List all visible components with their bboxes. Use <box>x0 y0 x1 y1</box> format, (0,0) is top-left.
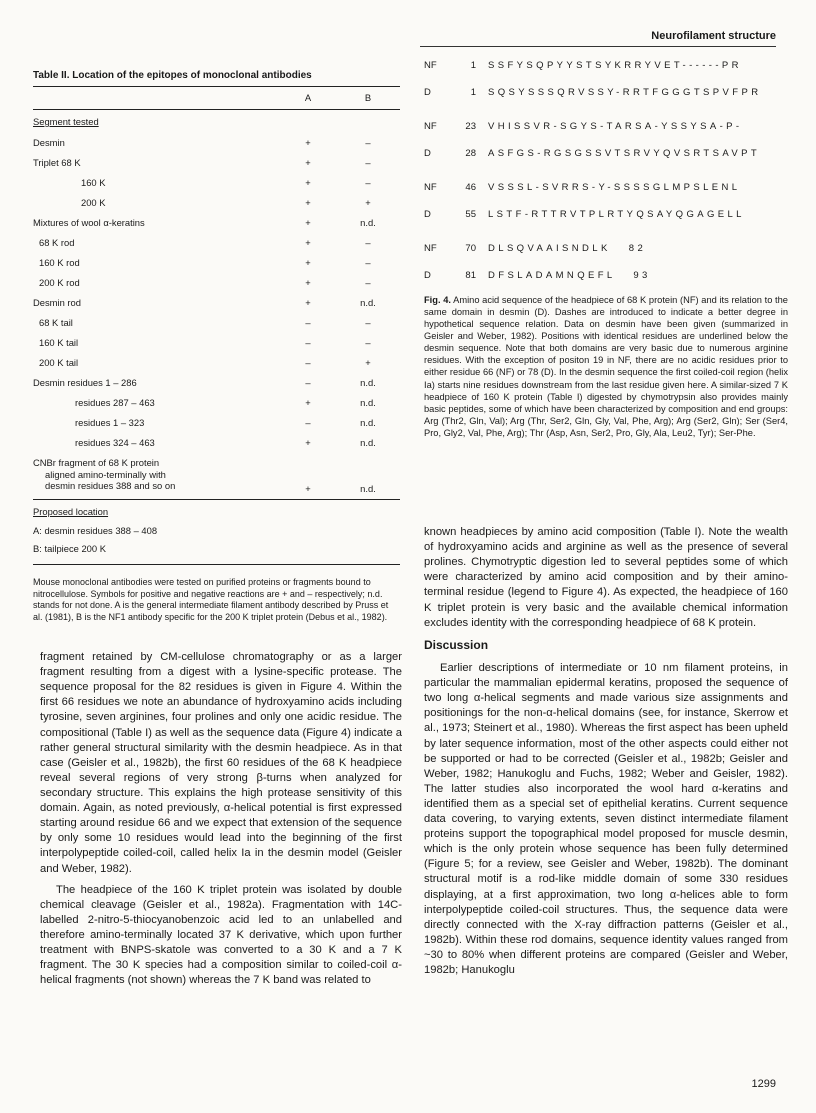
col-b-header: B <box>364 92 372 104</box>
sequence-label: D <box>424 209 431 220</box>
value-a: – <box>305 377 311 389</box>
table-title: Table II. Location of the epitopes of monoclonal antibodies <box>33 70 312 81</box>
table-row <box>33 273 400 293</box>
sequence-row-desmin <box>424 268 784 283</box>
table-row <box>33 153 400 173</box>
segment-label: residues 324 – 463 <box>75 437 155 449</box>
sequence-residues: ASFGS-RGSGSSVTSRVYQVSRTSAVPT <box>488 148 761 159</box>
segment-label: Desmin <box>33 137 65 149</box>
sequence-residues: SSFYSQPYYSTSYKRRYVET------PR <box>488 60 742 71</box>
cnbr-a: + <box>305 483 311 495</box>
table-row <box>33 173 400 193</box>
value-b: n.d. <box>360 377 376 389</box>
sequence-start-number: 55 <box>465 209 476 220</box>
sequence-label: D <box>424 87 431 98</box>
segment-label: 68 K rod <box>39 237 75 249</box>
segment-label: 160 K <box>81 177 106 189</box>
value-b: – <box>365 277 371 289</box>
sequence-row-nf <box>424 180 784 195</box>
value-a: + <box>305 257 311 269</box>
sequence-row-desmin <box>424 207 784 222</box>
value-a: + <box>305 157 311 169</box>
table-row <box>33 253 400 273</box>
table-bottom-rule <box>33 564 400 565</box>
cnbr-b: n.d. <box>360 483 376 495</box>
figure-caption <box>424 294 788 439</box>
table-ii <box>33 56 400 565</box>
segment-label: residues 1 – 323 <box>75 417 145 429</box>
value-b: – <box>365 177 371 189</box>
sequence-residues: LSTF-RTTRVTPLRTYQSAYQGAGELL <box>488 209 745 220</box>
value-b: + <box>365 357 371 369</box>
sequence-label: NF <box>424 60 437 71</box>
cnbr-line-3: desmin residues 388 and so on <box>45 479 176 491</box>
cnbr-line-2: aligned amino-terminally with <box>45 468 166 480</box>
sequence-label: D <box>424 270 431 281</box>
sequence-start-number: 1 <box>470 60 476 71</box>
sequence-residues: DFSLADAMNQEFL 93 <box>488 270 651 281</box>
sequence-row-desmin <box>424 85 784 100</box>
value-a: + <box>305 137 311 149</box>
table-footnote: Mouse monoclonal antibodies were tested on purified proteins or fragments bound to nitrocellulose. Symbols for positive and negative reactions are + and – respectively; n.d. stands for not done. A is the general intermediate filament antibody described by Pruss et al. (1981), B is the NF1 antibody specific for the 200 K triplet protein (Debus et al., 1982). <box>33 577 389 622</box>
value-b: n.d. <box>360 297 376 309</box>
sequence-figure <box>424 58 784 302</box>
table-row <box>33 353 400 373</box>
table-row <box>33 233 400 253</box>
table-row <box>33 393 400 413</box>
table-row <box>33 133 400 153</box>
sequence-label: NF <box>424 121 437 132</box>
value-b: n.d. <box>360 217 376 229</box>
sequence-row-nf <box>424 241 784 256</box>
table-rows <box>33 133 400 453</box>
value-a: + <box>305 177 311 189</box>
sequence-label: NF <box>424 243 437 254</box>
value-b: – <box>365 337 371 349</box>
table-row <box>33 193 400 213</box>
sequence-residues: VSSSL-SVRRS-Y-SSSSGLMPSLENL <box>488 182 741 193</box>
proposed-b: B: tailpiece 200 K <box>33 542 106 554</box>
table-header <box>33 87 400 109</box>
segment-label: 200 K tail <box>39 357 79 369</box>
value-b: + <box>365 197 371 209</box>
value-b: n.d. <box>360 437 376 449</box>
sequence-start-number: 81 <box>465 270 476 281</box>
body-right-para-2: Earlier descriptions of intermediate or 10 nm filament proteins, in particular the mammalian epidermal keratins, proposed the sequence of two long α-helical segments and made various size assignments and positionings for the non-α-helical domains (see, for instance, Skerrow et al., 1973; Steinert et al., 1980). Whereas the first aspect has been upheld by later sequence information, most of the other aspects could either not be supported or had to be corrected (Geisler et al., 1982b; Geisler and Weber, 1982; Hanukoglu and Fuchs, 1982; Weber and Geisler, 1982). The latter studies also incorporated the wool hard α-keratins and identified them as a special set of epithelial keratins. Current sequence data covering, to varying extents, seven distinct intermediate filament proteins support the topographical model proposed for muscle desmin, which is the only protein whose sequence has been fully determined (Figure 5; for a review, see Geisler and Weber, 1982b). The dominant structural motif is a rod-like middle domain of some 330 residues displaying, at a first approximation, two long α-helices able to form interpolypeptide coiled-coil structures. Thus, the sequence data were directly connected with the X-ray diffraction patterns (Geisler et al., 1982b). Within these rod domains, sequence identity values ranged from ~30 to 80% when different proteins are compared (Geisler and Weber, 1982b; Hanukoglu <box>424 661 788 977</box>
sequence-start-number: 70 <box>465 243 476 254</box>
figure-label: Fig. 4. <box>424 295 451 305</box>
value-a: + <box>305 217 311 229</box>
value-b: – <box>365 137 371 149</box>
table-row <box>33 313 400 333</box>
value-b: n.d. <box>360 397 376 409</box>
sequence-start-number: 46 <box>465 182 476 193</box>
body-left-para-1: fragment retained by CM-cellulose chromatography or as a larger fragment resulting from a digest with a lysine-specific protease. The sequence proposal for the 82 residues is given in Figure 4. Within the first 66 residues we note an abundance of hydroxyamino acids including tyrosine, seven arginines, four prolines and only one acidic residue. The compositional (Table I) as well as the sequence data (Figure 4) indicate a rather general structural similarity with the desmin headpiece. As in that case (Geisler et al., 1982b), the first 60 residues of the 68 K headpiece reveal several regions of very strong β-turns when analyzed for secondary structure. This explains the high protease sensitivity of this domain. Again, as noted previously, α-helical potential is first expressed starting around residue 66 and we expect that extension of the sequence by only some 10 residues would lead into the beginning of the first interpolypeptide coiled-coil, called helix Ia in the desmin model (Geisler and Weber, 1982). <box>40 651 402 875</box>
segment-tested-label: Segment tested <box>33 116 99 127</box>
table-row <box>33 373 400 393</box>
value-a: + <box>305 277 311 289</box>
value-b: – <box>365 157 371 169</box>
figure-caption-text: Amino acid sequence of the headpiece of 68 K protein (NF) and its relation to the same domain in desmin (D). Dashes are introduced to indicate a better degree in hypothetical sequence relation. Data on desmin have been given (summarized in Geisler and Weber, 1982). Positions with identical residues are underlined below the desmin sequence. Note that both domains are very basic due to numerous arginine residues. With the exception of positon 19 in NF, there are no acidic residues prior to either residue 66 (NF) or 78 (D). In the desmin sequence the first coiled-coil region (helix Ia) starts nine residues downstream from the last residue given here. A similar-sized 7 K headpiece of 160 K protein (Table I) digested by chymotrypsin also provides mainly basic peptides, some of which have been characterized by composition and end groups: Arg (Thr2, Gln, Val); Arg (Thr, Ser2, Gln, Gly, Val, Phe, Arg); Arg (Ser2, Gln); Ser (Ser4, Pro, Gly2, Val, Phe, Arg); Thr (Asp, Asn, Ser2, Pro, Gly, Ala, Leu2, Tyr); Ser-Phe. <box>424 295 788 438</box>
table-row <box>33 213 400 233</box>
value-a: + <box>305 197 311 209</box>
segment-label: residues 287 – 463 <box>75 397 155 409</box>
value-b: – <box>365 317 371 329</box>
segment-label: 200 K rod <box>39 277 80 289</box>
sequence-start-number: 23 <box>465 121 476 132</box>
value-a: – <box>305 417 311 429</box>
sequence-residues: DLSQVAAISNDLK 82 <box>488 243 647 254</box>
sequence-label: NF <box>424 182 437 193</box>
value-a: + <box>305 437 311 449</box>
segment-label: Desmin rod <box>33 297 81 309</box>
value-a: + <box>305 297 311 309</box>
value-a: + <box>305 237 311 249</box>
sequence-label: D <box>424 148 431 159</box>
sequence-residues: VHISSVR-SGYS-TARSA-YSSYSA-P- <box>488 121 743 132</box>
value-a: + <box>305 397 311 409</box>
segment-label: 68 K tail <box>39 317 73 329</box>
proposed-a: A: desmin residues 388 – 408 <box>33 525 158 537</box>
value-b: – <box>365 257 371 269</box>
segment-label: 160 K rod <box>39 257 80 269</box>
body-right <box>424 525 788 984</box>
value-a: – <box>305 357 311 369</box>
body-left <box>40 650 402 994</box>
value-a: – <box>305 317 311 329</box>
body-left-para-2: The headpiece of the 160 K triplet protein was isolated by double chemical cleavage (Geisler et al., 1982a). Fragmentation with 14C-labelled 2-nitro-5-thiocyanobenzoic acid led to an unlabelled and therefore amino-terminally located 37 K derivative, which upon further treatment with BNPS-skatole was converted to a 30 K and a 7 K fragment. The 30 K species had a composition similar to coiled-coil α-helical fragments (not shown) whereas the 7 K band was related to <box>40 883 402 987</box>
sequence-row-desmin <box>424 146 784 161</box>
cnbr-line-1: CNBr fragment of 68 K protein <box>33 457 160 469</box>
table-row <box>33 293 400 313</box>
header-rule <box>420 46 776 47</box>
segment-label: Desmin residues 1 – 286 <box>33 377 137 389</box>
segment-label: Triplet 68 K <box>33 157 81 169</box>
table-row <box>33 413 400 433</box>
sequence-row-nf <box>424 119 784 134</box>
col-a-header: A <box>304 92 312 104</box>
segment-label: 200 K <box>81 197 106 209</box>
segment-label: Mixtures of wool α-keratins <box>33 217 145 229</box>
sequence-start-number: 1 <box>470 87 476 98</box>
table-row-cnbr <box>33 455 400 495</box>
page-number: 1299 <box>751 1078 776 1090</box>
table-row <box>33 333 400 353</box>
sequence-residues: SQSYSSSQRVSSY-RRTFGGGTSPVFPR <box>488 87 762 98</box>
discussion-heading: Discussion <box>424 637 489 652</box>
segment-label: 160 K tail <box>39 337 79 349</box>
value-a: – <box>305 337 311 349</box>
sequence-start-number: 28 <box>465 148 476 159</box>
table-row <box>33 433 400 453</box>
sequence-row-nf <box>424 58 784 73</box>
proposed-location-label: Proposed location <box>33 506 109 518</box>
body-right-para-1: known headpieces by amino acid composition (Table I). Note the wealth of hydroxyamino acids and arginine as well as the presence of several prolines. Chymotryptic digestion led to several peptides some of which were characterized by amino acid composition and by their amino-terminal residue (legend to Figure 4). As expected, the headpiece of 160 K triplet protein is very basic and the available chemical information excludes identity with the corresponding headpiece of 68 K protein. <box>424 526 788 629</box>
running-title: Neurofilament structure <box>651 30 776 42</box>
value-b: n.d. <box>360 417 376 429</box>
value-b: – <box>365 237 371 249</box>
